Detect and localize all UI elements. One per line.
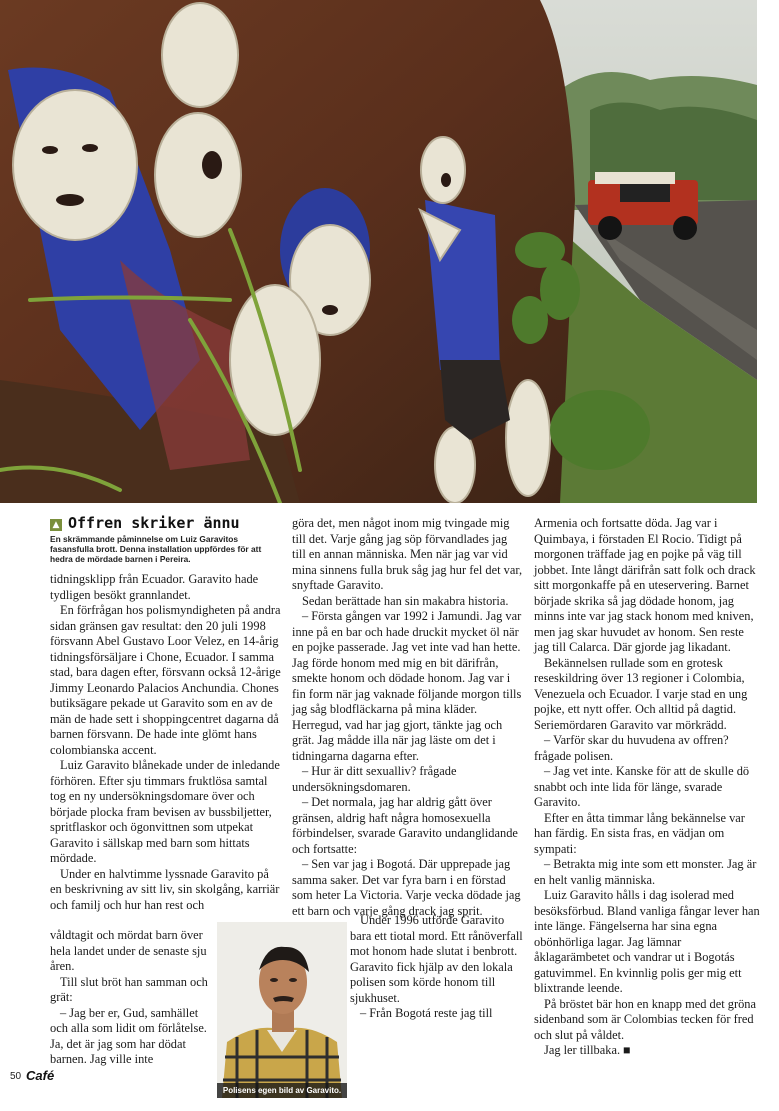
paragraph: Armenia och fortsatte döda. Jag var i Quimbaya, i förstaden El Rocio. Tidigt på morgonen träffade jag en pojke på väg till jobbet. Inte långt därifrån satt folk och drack sitt morgonkaffe på en uteservering. Barnet började skrika så jag dödade honom, jag minns inte var jag stack honom med kniven, men jag skar huvudet av honom. Sen reste jag till Calarca. Där gjorde jag likadant. xyxy=(534,516,756,654)
page-number: 50 xyxy=(10,1071,22,1082)
paragraph: Luiz Garavito hålls i dag isolerad med besöksförbud. Bland vanliga fångar lever han inte länge. Fängelserna har sina egna obönhörliga lagar. Jag lämnar åklagarämbetet och vandrar ut i Bogotás gatuvimmel. En kvinnlig polis ger mig ett blixtrande leende. xyxy=(534,888,760,995)
paragraph: En förfrågan hos polismyndigheten på andra sidan gränsen gav resultat: den 20 juli 1998 försvann Abel Gustavo Loor Velez, en 14-årig tidningsförsäljare i Chone, Ecuador. I samma stad, bara dagen efter, försvann också 12-årige Jimmy Leonardo Palacios Anchundia. Chones butiksägare pekade ut Garavito som en av de män de hade sett i shoppingcentret dagarna då barnen försvann. De hade inte glömt hans colombianska accent. xyxy=(50,603,281,757)
paragraph: Bekännelsen rullade som en grotesk reseskildring över 13 regioner i Colombia, Venezuela och Ecuador. I varje stad en ung pojke, ett nytt offer. Och alltid på dagtid. Seriemördaren Garavito var mörkrädd. xyxy=(534,655,748,732)
paragraph: – Det normala, jag har aldrig gått över gränsen, aldrig haft några homosexuella förbindelser, svarade Garavito undanglidande och fortsatte: xyxy=(292,795,518,856)
paragraph: Efter en åtta timmar lång bekännelse var han färdig. En sista fras, en vädjan om sympati: xyxy=(534,810,745,856)
article-column-1 xyxy=(50,572,282,913)
paragraph: – Första gången var 1992 i Jamundi. Jag var inne på en bar och hade druckit mycket öl när en pojke passerade. Jag vet inte vad han hette. Jag förde honom med mig en bit därifrån, smekte honom och dödade honom. Jag var i fin form när jag vaknade följande morgon tills jag såg blodfläckarna på mina kläder. Herregud, vad har jag gjort, tänkte jag och grät. Jag mådde illa när jag läste om det i tidningarna dagarna efter. xyxy=(292,609,522,763)
paragraph: göra det, men något inom mig tvingade mig till det. Varje gång jag söp förvandlades jag till en annan människa. Men när jag var vid mina sinnens fulla bruk såg jag hur fel det var, snyftade Garavito. xyxy=(292,516,523,592)
paragraph: På bröstet bär hon en knapp med det gröna sidenband som är Colombias tecken för fred och slut på våldet. xyxy=(534,996,756,1042)
caption-marker-icon: ▲ xyxy=(50,519,62,531)
paragraph: – Varför skar du huvudena av offren? frågade polisen. xyxy=(534,733,729,763)
paragraph: Sedan berättade han sin makabra historia. xyxy=(302,593,509,608)
paragraph: Under 1996 utförde Garavito bara ett tiotal mord. Ett rånöverfall mot honom hade slutat i benbrott. Garavito fick hjälp av den lokala polisen som körde honom till sjukhuset. xyxy=(350,913,523,1005)
paragraph: – Hur är ditt sexualliv? frågade undersökningsdomaren. xyxy=(292,764,457,794)
paragraph: Till slut bröt han samman och grät: xyxy=(50,974,208,1004)
hero-photo xyxy=(0,0,757,503)
paragraph: Under en halvtimme lyssnade Garavito på en beskrivning av sitt liv, sin skolgång, karriär och familj och hur han rest och xyxy=(50,866,280,912)
paragraph: – Jag vet inte. Kanske för att de skulle dö snabbt och inte lida för länge, svarade Garavito. xyxy=(534,764,750,809)
article-column-3 xyxy=(534,516,760,1059)
paragraph: våldtagit och mördat barn över hela landet under de senaste sju åren. xyxy=(50,928,207,973)
caption-title: Offren skriker ännu xyxy=(68,514,240,532)
magazine-logo: Café xyxy=(26,1068,55,1083)
paragraph: – Jag ber er, Gud, samhället och alla som lidit om förlåtelse. Ja, det är jag som har dödat barnen. Jag ville inte xyxy=(50,1005,207,1066)
paragraph: – Från Bogotá reste jag till xyxy=(360,1006,493,1020)
article-column-2 xyxy=(292,516,524,919)
paragraph: Luiz Garavito blånekade under de inledande förhören. Efter sju timmars fruktlösa samtal tog en ny undersökningsdomare över och började plocka fram bevisen av bussbiljetter, spritflaskor och ögonvittnen som utpekat Garavito i sällskap med barn som hittats mördade. xyxy=(50,758,280,865)
paragraph: tidningsklipp från Ecuador. Garavito hade tydligen besökt grannlandet. xyxy=(50,572,259,602)
paragraph: – Betrakta mig inte som ett monster. Jag är en helt vanlig människa. xyxy=(534,857,757,887)
paragraph: Jag ler tillbaka. ■ xyxy=(544,1043,631,1057)
paragraph: – Sen var jag i Bogotá. Där upprepade jag samma saker. Det var fyra barn i en förstad som heter La Victoria. Varje vecka dödade jag ett barn och varje gång drack jag sprit. xyxy=(292,857,521,918)
article-column-1-continued xyxy=(50,928,210,1068)
portrait-caption: Polisens egen bild av Garavito. xyxy=(217,1083,347,1098)
article-column-2-continued xyxy=(350,913,524,1022)
portrait-photo xyxy=(217,922,347,1098)
caption-text: En skrämmande påminnelse om Luiz Garavitos fasansfulla brott. Denna installation uppfördes för att hedra de mördade barnen i Pereira. xyxy=(50,534,262,564)
